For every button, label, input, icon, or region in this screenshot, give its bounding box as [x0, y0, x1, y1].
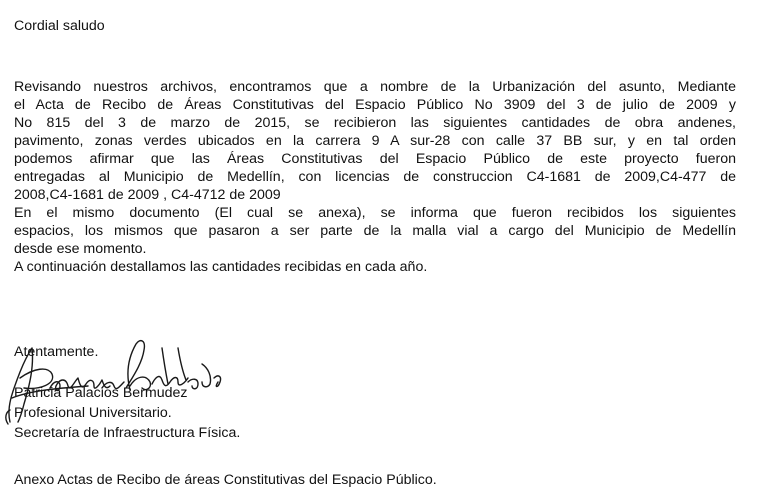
body-line: En el mismo documento (El cual se anexa), se informa que fueron recibidos los siguientes	[14, 205, 736, 221]
greeting: Cordial saludo	[14, 18, 105, 34]
signer-department: Secretaría de Infraestructura Física.	[14, 425, 241, 441]
signature-stroke	[130, 377, 150, 390]
signature-stroke	[202, 364, 211, 387]
body-line: 2008,C4-1681 de 2009 , C4-4712 de 2009	[14, 187, 281, 203]
signature-stroke	[188, 379, 198, 389]
handwritten-signature	[2, 326, 232, 426]
body-line: podemos afirmar que las Áreas Constitutivas del Espacio Público de este proyecto fueron	[14, 151, 736, 167]
annex-note: Anexo Actas de Recibo de áreas Constitutivas del Espacio Público.	[14, 472, 437, 488]
closing: Atentamente.	[14, 344, 99, 360]
body-line: No 815 del 3 de marzo de 2015, se recibieron las siguientes cantidades de obra andenes,	[14, 115, 736, 131]
signer-title: Profesional Universitario.	[14, 405, 172, 421]
body-line: entregadas al Municipio de Medellín, con licencias de construccion C4-1681 de 2009,C4-477 de	[14, 169, 736, 185]
signer-name: Patricia Palacios Bermudez	[14, 385, 188, 401]
body-line: pavimento, zonas verdes ubicados en la carrera 9 A sur-28 con calle 37 BB sur, y en tal orden	[14, 133, 736, 149]
signature-stroke	[9, 348, 33, 422]
signature-stroke	[178, 348, 186, 380]
signature-stroke	[214, 376, 221, 387]
signature-stroke	[162, 348, 168, 384]
body-line: A continuación destallamos las cantidades recibidas en cada año.	[14, 259, 428, 275]
signature-stroke	[126, 341, 144, 390]
signature-stroke	[50, 378, 110, 391]
body-line: desde ese momento.	[14, 241, 147, 257]
body-line: el Acta de Recibo de Áreas Constitutivas del Espacio Público No 3909 del 3 de julio de 2009 y	[14, 97, 736, 113]
body-line: Revisando nuestros archivos, encontramos que a nombre de la Urbanización del asunto, Mediante	[14, 79, 736, 95]
body-line: espacios, los mismos que pasaron a ser parte de la malla vial a cargo del Municipio de Medellín	[14, 223, 736, 239]
signature-stroke	[20, 369, 53, 388]
signature-stroke	[152, 377, 188, 386]
